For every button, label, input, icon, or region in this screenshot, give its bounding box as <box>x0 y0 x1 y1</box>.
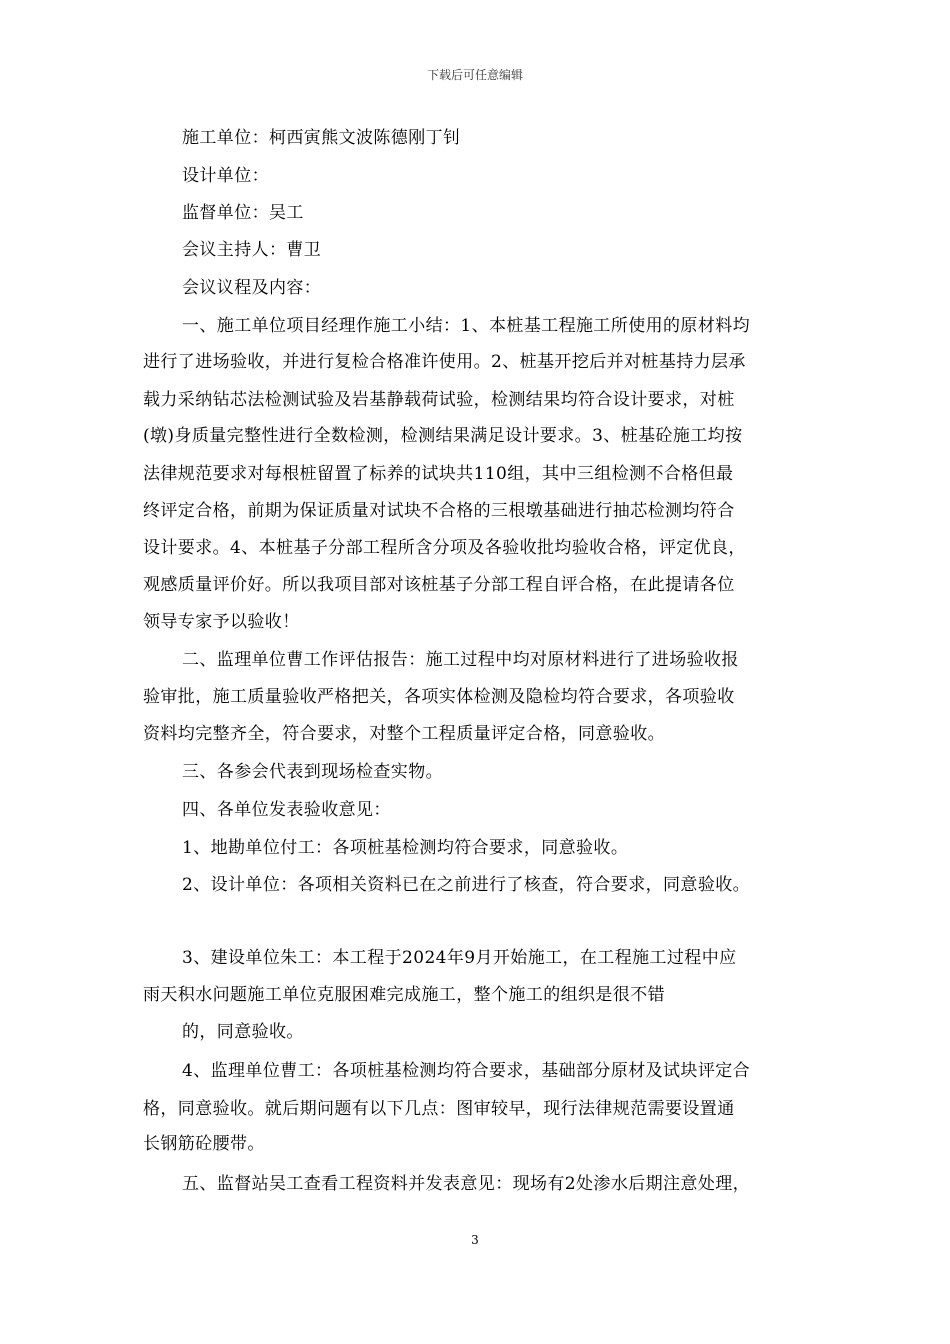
text-line: 雨天积水问题施工单位克服困难完成施工，整个施工的组织是很不错 <box>143 985 665 1005</box>
page-header: 下载后可任意编辑 <box>426 68 523 82</box>
text-line: 3、建设单位朱工：本工程于2024年9月开始施工，在工程施工过程中应 <box>182 948 737 968</box>
text-line: 观感质量评价好。所以我项目部对该桩基子分部工程自评合格，在此提请各位 <box>143 575 735 595</box>
text-line: 领导专家予以验收！ <box>143 612 300 632</box>
text-line: 会议主持人：曹卫 <box>182 240 322 260</box>
text-line: 三、各参会代表到现场检查实物。 <box>182 762 443 782</box>
text-line: 2、设计单位：各项相关资料已在之前进行了核查，符合要求，同意验收。 <box>182 875 751 895</box>
text-line: 1、地勘单位付工：各项桩基检测均符合要求，同意验收。 <box>182 838 629 858</box>
text-line: 资料均完整齐全，符合要求，对整个工程质量评定合格，同意验收。 <box>143 724 665 744</box>
text-line: 设计要求。4、本桩基子分部工程所含分项及各验收批均验收合格，评定优良， <box>143 538 746 558</box>
text-line: (墩)身质量完整性进行全数检测，检测结果满足设计要求。3、桩基砼施工均按 <box>143 426 743 446</box>
text-line: 法律规范要求对每根桩留置了标养的试块共110组，其中三组检测不合格但最 <box>143 464 734 484</box>
page-number: 3 <box>471 1233 479 1247</box>
text-line: 4、监理单位曹工：各项桩基检测均符合要求，基础部分原材及试块评定合 <box>182 1061 751 1081</box>
text-line: 会议议程及内容： <box>182 278 322 298</box>
text-line: 进行了进场验收，并进行复检合格准许使用。2、桩基开挖后并对桩基持力层承 <box>143 352 746 372</box>
text-line: 长钢筋砼腰带。 <box>143 1134 265 1154</box>
text-line: 格，同意验收。就后期问题有以下几点：图审较早，现行法律规范需要设置通 <box>143 1099 735 1119</box>
text-line: 二、监理单位曹工作评估报告：施工过程中均对原材料进行了进场验收报 <box>182 650 739 670</box>
text-line: 施工单位：柯西寅熊文波陈德刚丁钊 <box>182 128 461 148</box>
text-line: 设计单位： <box>182 166 269 186</box>
text-line: 载力采纳钻芯法检测试验及岩基静载荷试验，检测结果均符合设计要求，对桩 <box>143 390 735 410</box>
text-line: 监督单位：吴工 <box>182 203 304 223</box>
text-line: 四、各单位发表验收意见： <box>182 800 391 820</box>
text-line: 验审批，施工质量验收严格把关，各项实体检测及隐检均符合要求，各项验收 <box>143 687 735 707</box>
text-line: 终评定合格，前期为保证质量对试块不合格的三根墩基础进行抽芯检测均符合 <box>143 501 735 521</box>
text-line: 的，同意验收。 <box>182 1022 304 1042</box>
text-line: 一、施工单位项目经理作施工小结：1、本桩基工程施工所使用的原材料均 <box>182 316 751 336</box>
text-line: 五、监督站吴工查看工程资料并发表意见：现场有2处渗水后期注意处理， <box>182 1174 751 1194</box>
